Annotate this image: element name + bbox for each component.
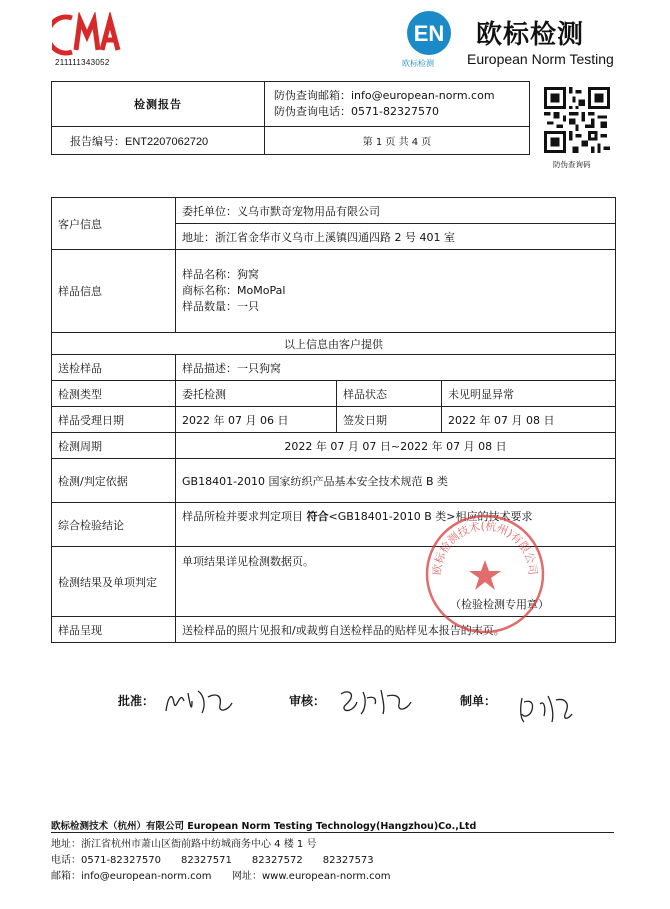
send-sample-label: 送检样品 [52,355,176,381]
test-period: 2022 年 07 月 07 日~2022 年 07 月 08 日 [176,433,616,459]
issue-date-label: 签发日期 [337,407,442,433]
conclusion-label: 综合检验结论 [52,503,176,547]
qr-code-icon[interactable] [544,87,610,153]
conclusion [176,503,616,547]
make-label: 制单： [460,694,497,708]
anti-fake-contact [265,82,530,127]
sample-quantity: 样品数量：一只 [182,300,259,313]
accept-date: 2022 年 07 月 06 日 [176,407,337,433]
sample-appearance: 送检样品的照片见报和/或裁剪自送检样品的贴样见本报告的末页。 [176,617,616,643]
cma-logo [52,12,122,56]
footer-phone: 电话：0571-82327570 82327571 82327572 82327573 [51,855,374,866]
conclusion-text-pre: 样品所检并要求判定项目 [182,510,307,523]
footer-website[interactable]: 网址：www.european-norm.com [232,871,391,882]
conclusion-verdict: 符合 [306,510,329,523]
seal-text: 欧标检测技术(杭州)有限公司 [430,519,540,576]
sample-state: 未见明显异常 [442,381,616,407]
results [176,547,616,617]
results-text: 单项结果详见检测数据页。 [182,555,314,568]
official-seal [423,512,547,636]
issue-date: 2022 年 07 月 08 日 [442,407,616,433]
sample-brand: 商标名称：MoMoPal [182,284,286,297]
footer-company: 欧标检测技术（杭州）有限公司 European Norm Testing Technology(Hangzhou)Co.,Ltd [51,821,477,832]
approver-signature [162,683,238,719]
basis-label: 检测/判定依据 [52,459,176,503]
anti-fake-email: 防伪查询邮箱：info@european-norm.com [274,89,495,102]
client-provided-note: 以上信息由客户提供 [52,333,616,355]
report-number [52,127,265,155]
footer-address: 地址：浙江省杭州市萧山区衙前路中纺城商务中心 4 楼 1 号 [51,839,317,850]
footer-divider [51,832,614,833]
accept-date-label: 样品受理日期 [52,407,176,433]
footer-email[interactable]: 邮箱：info@european-norm.com [51,871,212,882]
brand-short-cn: 欧标检测 [402,59,434,68]
client-address: 地址：浙江省金华市义乌市上溪镇四通四路 2 号 401 室 [176,224,616,250]
brand-name-en: European Norm Testing [467,51,614,67]
sample-info-label: 样品信息 [52,250,176,333]
test-type-label: 检测类型 [52,381,176,407]
sample-state-label: 样品状态 [337,381,442,407]
results-label: 检测结果及单项判定 [52,547,176,617]
seal-note: （检验检测专用章） [450,598,549,611]
test-type: 委托检测 [176,381,337,407]
en-logo [403,10,455,56]
reviewer-signature [337,684,415,718]
report-title: 检测报告 [52,82,265,127]
appearance-label: 样品呈现 [52,617,176,643]
qr-caption: 防伪查询码 [553,160,591,169]
client-info-label: 客户信息 [52,198,176,250]
conclusion-text-post: <GB18401-2010 B 类>相应的技术要求 [328,510,533,523]
test-basis: GB18401-2010 国家纺织产品基本安全技术规范 B 类 [176,459,616,503]
send-sample-desc: 样品描述：一只狗窝 [176,355,616,381]
anti-fake-phone: 防伪查询电话：0571-82327570 [274,105,439,118]
sample-name: 样品名称：狗窝 [182,268,259,281]
seal-star-icon [469,560,501,590]
report-number-value: ENT2207062720 [125,135,209,148]
brand-name-cn: 欧标检测 [476,20,585,50]
report-header-table [51,81,616,155]
svg-text:EN: EN [413,21,445,46]
review-label: 审核： [289,694,326,708]
client-unit: 委托单位：义乌市默奇宠物用品有限公司 [176,198,616,224]
maker-signature [516,690,574,726]
page-info: 第 1 页 共 4 页 [265,127,530,155]
report-number-label: 报告编号： [70,134,125,148]
test-period-label: 检测周期 [52,433,176,459]
cma-number: 211111343052 [55,58,110,67]
sample-info [176,250,616,333]
approve-label: 批准： [118,694,155,708]
